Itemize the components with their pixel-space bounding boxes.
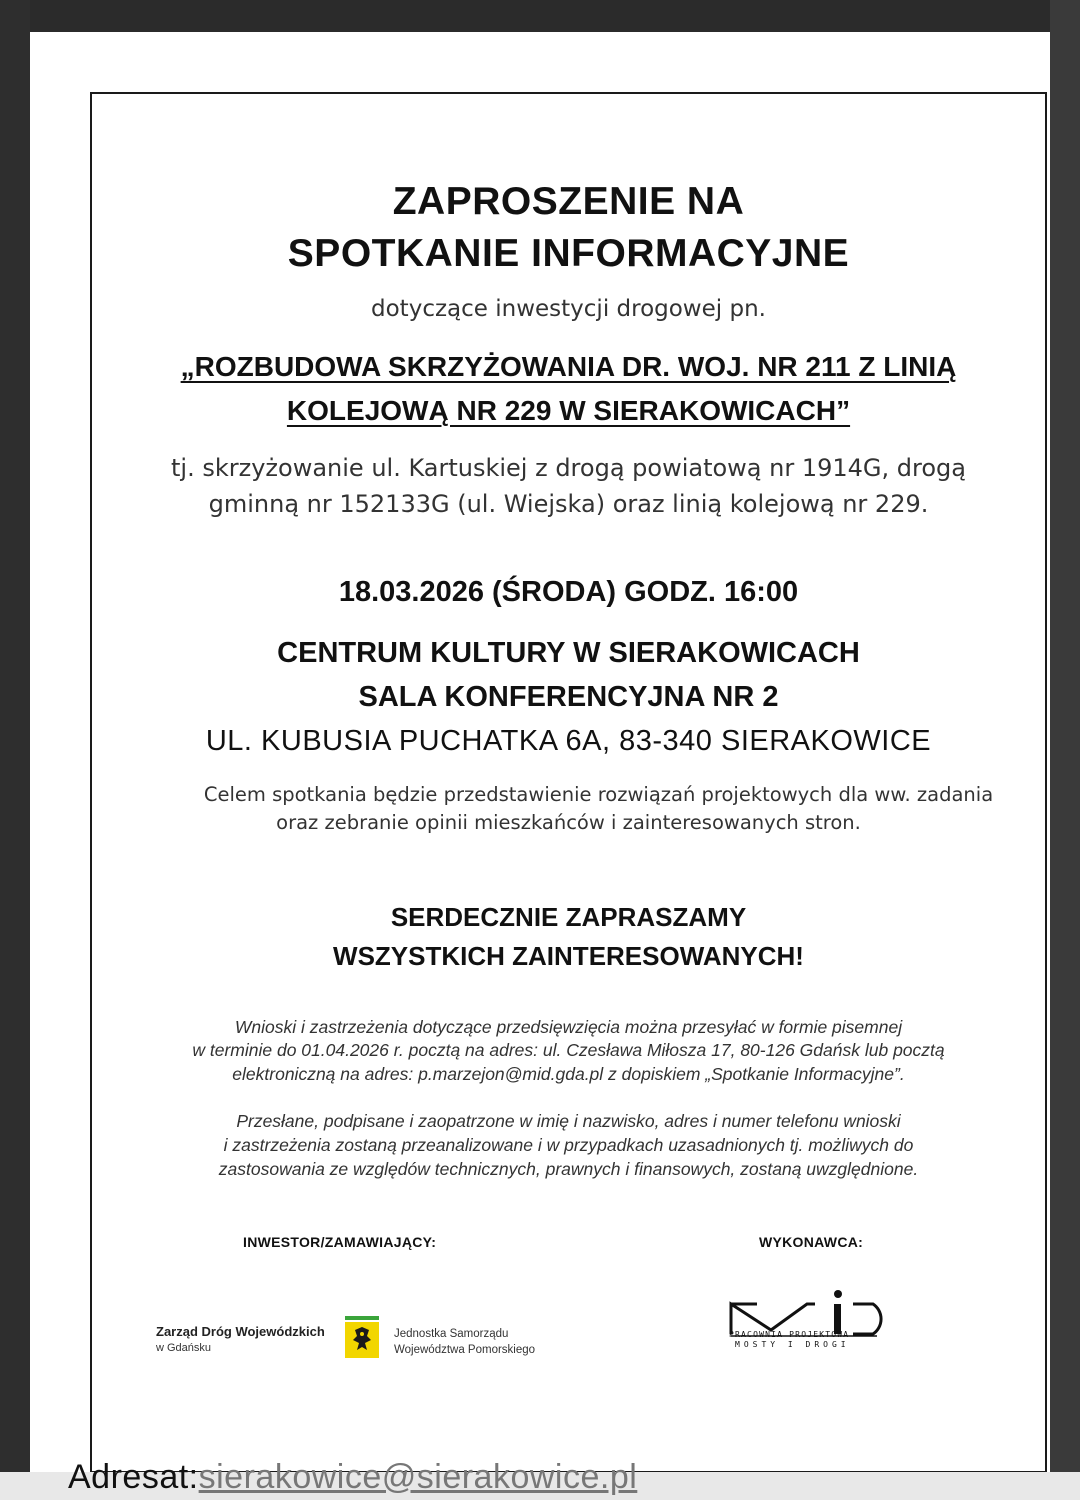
- subtitle: dotyczące inwestycji drogowej pn.: [371, 296, 766, 322]
- poster-frame: [90, 92, 1047, 1473]
- meeting-datetime: 18.03.2026 (ŚRODA) GODZ. 16:00: [338, 576, 799, 608]
- title-line-1: ZAPROSZENIE NA: [392, 180, 745, 223]
- notice-1-line-1: Wnioski i zastrzeżenia dotyczące przedsięwzięcia można przesyłać w formie pisemnej: [234, 1017, 903, 1037]
- notice-2-line-3: zastosowania ze względów technicznych, prawnych i finansowych, zostaną uwzględnione.: [218, 1159, 919, 1179]
- mid-logo-sub-2: MOSTY I DROGI: [735, 1340, 850, 1349]
- purpose-line-1: Celem spotkania będzie przedstawienie rozwiązań projektowych dla ww. zadania: [203, 783, 994, 806]
- investor-unit-line-1: Jednostka Samorządu: [394, 1328, 509, 1340]
- purpose-line-2: oraz zebranie opinii mieszkańców i zainteresowanych stron.: [276, 811, 861, 834]
- investor-org-city: w Gdańsku: [156, 1342, 212, 1354]
- addressee-label: Adresat:: [68, 1458, 199, 1496]
- venue-room: SALA KONFERENCYJNA NR 2: [358, 681, 779, 713]
- venue-address: UL. KUBUSIA PUCHATKA 6A, 83-340 SIERAKOWICE: [205, 725, 932, 757]
- title-line-2: SPOTKANIE INFORMACYJNE: [287, 232, 850, 275]
- invitation-line-2: WSZYSTKICH ZAINTERESOWANYCH!: [333, 941, 804, 971]
- underlying-page-strip: [0, 1458, 1080, 1500]
- backdrop-left: [0, 0, 30, 1500]
- contractor-label: WYKONAWCA:: [759, 1234, 864, 1250]
- pomorskie-crest-icon: [345, 1316, 379, 1358]
- backdrop-right: [1050, 0, 1080, 1500]
- investor-org-name: Zarząd Dróg Wojewódzkich: [156, 1324, 325, 1339]
- project-name-line-2: KOLEJOWĄ NR 229 W SIERAKOWICACH”: [286, 395, 851, 426]
- investor-unit: [394, 1326, 535, 1358]
- poster-sheet: [30, 32, 1050, 1472]
- project-name-line-1: „ROZBUDOWA SKRZYŻOWANIA DR. WOJ. NR 211 Z LINIĄ: [180, 351, 957, 382]
- notice-2-line-2: i zastrzeżenia zostaną przeanalizowane i w przypadkach uzasadnionych tj. możliwych do: [223, 1135, 914, 1155]
- investor-unit-line-2: Województwa Pomorskiego: [394, 1344, 536, 1356]
- location-detail-line-2: gminną nr 152133G (ul. Wiejska) oraz linią kolejową nr 229.: [208, 490, 929, 518]
- mid-logo-subtitle: [729, 1330, 879, 1350]
- notice-1-line-2: w terminie do 01.04.2026 r. pocztą na adres: ul. Czesława Miłosza 17, 80-126 Gdańsk lub pocztą: [192, 1040, 945, 1060]
- notice-1-line-3: elektroniczną na adres: p.marzejon@mid.gda.pl z dopiskiem „Spotkanie Informacyjne”.: [232, 1064, 905, 1084]
- investor-label: INWESTOR/ZAMAWIAJĄCY:: [243, 1234, 437, 1250]
- mid-logo-text: MID: [727, 1267, 758, 1286]
- addressee-line: [68, 1458, 637, 1497]
- notice-2-line-1: Przesłane, podpisane i zaopatrzone w imię i nazwisko, adres i numer telefonu wnioski: [236, 1111, 901, 1131]
- venue-name: CENTRUM KULTURY W SIERAKOWICACH: [277, 637, 860, 669]
- location-detail-line-1: tj. skrzyżowanie ul. Kartuskiej z drogą powiatową nr 1914G, drogą: [171, 454, 966, 482]
- mid-logo-sub-1: PRACOWNIA PROJEKTOWA: [729, 1330, 850, 1339]
- addressee-email-link[interactable]: sierakowice@sierakowice.pl: [198, 1458, 638, 1496]
- invitation-line-1: SERDECZNIE ZAPRASZAMY: [390, 902, 747, 932]
